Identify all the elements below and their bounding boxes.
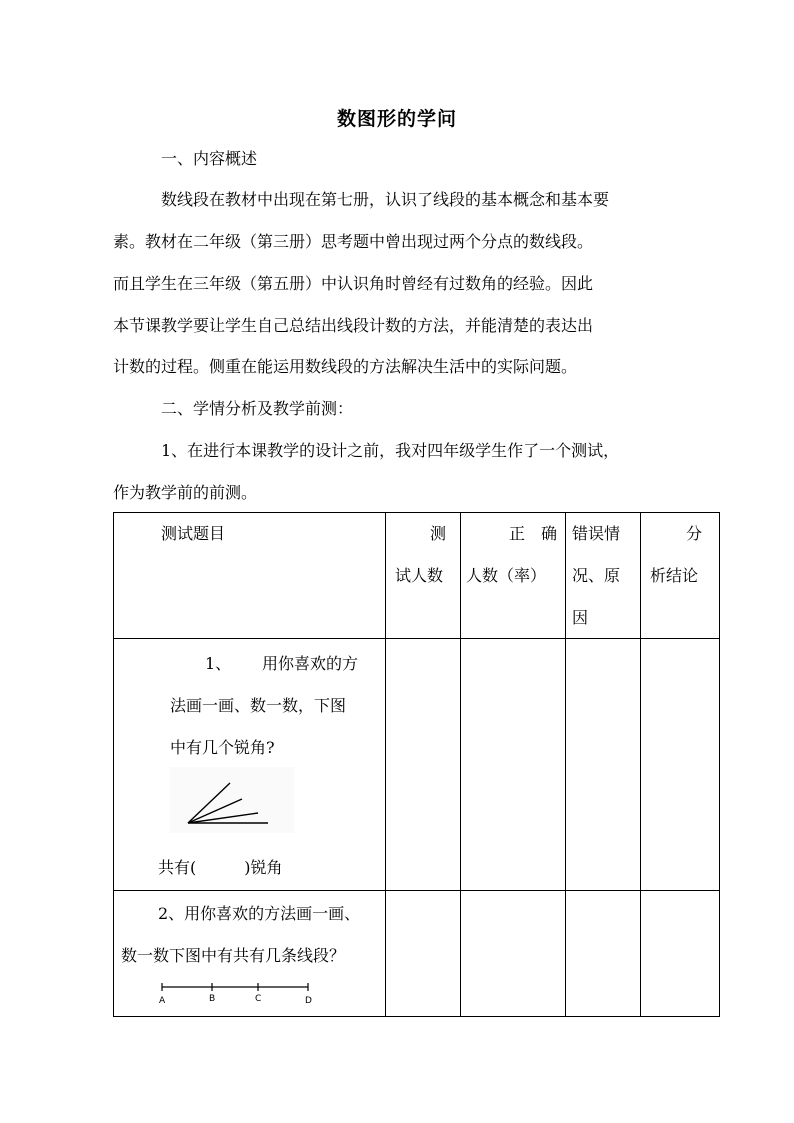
pretest-table (113, 512, 720, 1017)
empty-cell (566, 639, 641, 891)
section-heading-overview: 一、内容概述 (161, 149, 258, 168)
header-cell-test-count (386, 513, 461, 639)
question-cell-angles (114, 639, 386, 891)
empty-cell (386, 639, 461, 891)
empty-cell (461, 639, 566, 891)
header-cell-conclusion (641, 513, 720, 639)
paragraph-line: 而且学生在三年级（第五册）中认识角时曾经有过数角的经验。因此 (113, 274, 594, 293)
question-text: 法画一画、数一数，下图 (170, 696, 347, 715)
header-cell-error-reason (566, 513, 641, 639)
section-heading-analysis: 二、学情分析及教学前测： (161, 399, 354, 418)
empty-cell (641, 639, 720, 891)
paragraph-line: 作为教学前的前测。 (113, 483, 258, 502)
question-cell-segments (114, 891, 386, 1017)
point-label-a: A (159, 996, 166, 1006)
question-text: 中有几个锐角? (170, 738, 275, 757)
table-row (114, 891, 720, 1017)
header-text: 正 确 (509, 524, 558, 543)
paragraph-line: 素。教材在二年级（第三册）思考题中曾出现过两个分点的数线段。 (113, 232, 594, 251)
header-cell-question (114, 513, 386, 639)
header-text: 试人数 (395, 566, 444, 585)
header-text: 测 (430, 524, 447, 543)
line-segment-figure (158, 981, 318, 1007)
header-text: 况、原 (572, 566, 621, 585)
empty-cell (566, 891, 641, 1017)
paragraph-line: 1、在进行本课教学的设计之前，我对四年级学生作了一个测试， (161, 441, 620, 460)
document-title: 数图形的学问 (336, 108, 457, 130)
table-row (114, 639, 720, 891)
paragraph-line: 数线段在教材中出现在第七册，认识了线段的基本概念和基本要 (161, 190, 610, 209)
header-text: 错误情 (572, 524, 621, 543)
header-text: 人数（率） (466, 566, 547, 585)
paragraph-line: 计数的过程。侧重在能运用数线段的方法解决生活中的实际问题。 (113, 357, 578, 376)
question-text: 2、用你喜欢的方法画一画、 (158, 904, 361, 923)
empty-cell (461, 891, 566, 1017)
header-text: 析结论 (650, 566, 699, 585)
answer-blank-text: 共有( )锐角 (158, 858, 283, 877)
point-label-d: D (305, 996, 312, 1006)
header-text: 测试题目 (161, 524, 226, 543)
point-label-c: C (255, 994, 262, 1004)
header-text: 因 (572, 608, 589, 627)
question-number: 1、 (205, 654, 232, 673)
header-cell-correct-rate (461, 513, 566, 639)
paragraph-line: 本节课教学要让学生自己总结出线段计数的方法，并能清楚的表达出 (113, 316, 594, 335)
empty-cell (641, 891, 720, 1017)
point-label-b: B (209, 994, 216, 1004)
header-text: 分 (686, 524, 703, 543)
question-text: 用你喜欢的方 (262, 654, 359, 673)
acute-angles-figure (170, 767, 294, 833)
empty-cell (386, 891, 461, 1017)
table-header-row (114, 513, 720, 639)
question-text: 数一数下图中有共有几条线段？ (121, 946, 346, 965)
